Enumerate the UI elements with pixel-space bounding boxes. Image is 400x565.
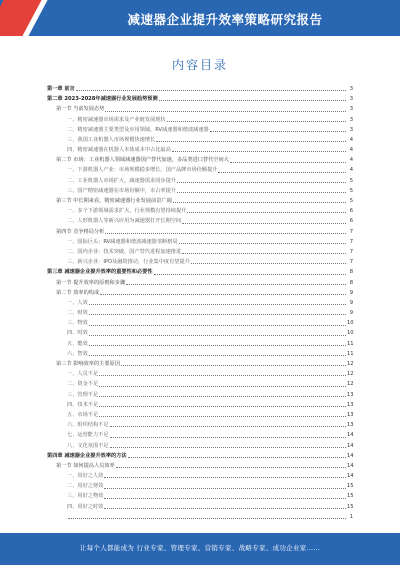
toc-leader-dots bbox=[110, 447, 346, 448]
toc-entry-label: 第二节 效率的构成 bbox=[56, 288, 100, 298]
toc-entry-page: 5 bbox=[349, 198, 353, 205]
toc-entry[interactable] bbox=[47, 237, 353, 247]
toc-entry-label: 二、资金不足 bbox=[67, 379, 99, 389]
toc-entry[interactable] bbox=[47, 349, 353, 359]
report-footer bbox=[0, 533, 400, 565]
toc-entry-label: 五、能效 bbox=[67, 339, 89, 349]
toc-entry-label: 七、运营能力不足 bbox=[67, 430, 110, 440]
toc-leader-dots bbox=[104, 508, 346, 509]
report-title: 减速器企业提升效率策略研究报告 bbox=[127, 12, 323, 27]
toc-entry-label: 第一章 前言 bbox=[47, 84, 76, 94]
toc-entry[interactable] bbox=[47, 471, 353, 481]
toc-leader-dots bbox=[187, 212, 346, 213]
toc-leader-dots bbox=[89, 314, 346, 315]
toc-entry[interactable] bbox=[47, 206, 353, 216]
table-of-contents bbox=[47, 84, 353, 522]
toc-entry-label: 第二章 2023-2028年减速器行业发展趋势预测 bbox=[47, 94, 159, 104]
toc-entry-page: 6 bbox=[349, 218, 353, 225]
toc-entry-page: 10 bbox=[347, 320, 354, 327]
toc-entry-label: 三、物效 bbox=[67, 318, 89, 328]
toc-entry-label: 八、文化氛围不足 bbox=[67, 441, 110, 451]
toc-entry-label: 第四节 竞争格局分析 bbox=[56, 227, 105, 237]
toc-leader-dots bbox=[230, 162, 346, 163]
toc-entry-label: 第三节 影响效率的主要原因 bbox=[56, 359, 121, 369]
toc-entry-page: 3 bbox=[349, 106, 353, 113]
toc-entry-page: 13 bbox=[347, 422, 354, 429]
toc-entry-label: 二、用好之财效 bbox=[67, 481, 104, 491]
footer-slogan: 让每个人都能成为 行业专家、管理专家、营销专家、战略专家、成功企业家…… bbox=[79, 544, 321, 552]
toc-entry-page: 8 bbox=[349, 279, 353, 286]
toc-entry-label: 四、精密减速器在机器人本体成本中占比最高 bbox=[67, 145, 172, 155]
toc-entry-page: 9 bbox=[349, 299, 353, 306]
toc-entry-page: 13 bbox=[347, 411, 354, 418]
toc-entry-label: 六、智效 bbox=[67, 349, 89, 359]
toc-entry-page: 11 bbox=[347, 350, 354, 357]
toc-entry[interactable] bbox=[47, 155, 353, 165]
toc-entry-page: 9 bbox=[349, 310, 353, 317]
toc-leader-dots bbox=[99, 386, 346, 387]
toc-entry-page: 15 bbox=[347, 493, 354, 500]
toc-entry[interactable] bbox=[47, 329, 353, 339]
toc-leader-dots bbox=[182, 253, 346, 254]
toc-leader-dots bbox=[105, 233, 346, 234]
toc-entry-page: 14 bbox=[347, 452, 354, 459]
toc-entry-label: 二、国内企业：技术突破，国产替代进程加速推进 bbox=[67, 247, 182, 257]
toc-entry[interactable] bbox=[47, 247, 353, 257]
toc-entry[interactable] bbox=[47, 481, 353, 491]
toc-leader-dots bbox=[104, 477, 346, 478]
toc-entry-page: 7 bbox=[349, 259, 353, 266]
toc-entry-label: 第一节 提升效率的原则和步骤 bbox=[56, 278, 126, 288]
toc-entry-label: 二、人形机器人等新兴应用为减速器打开长期空间 bbox=[67, 216, 182, 226]
toc-entry-page: 3 bbox=[349, 116, 353, 123]
toc-entry[interactable] bbox=[47, 166, 353, 176]
toc-entry-page: 7 bbox=[349, 238, 353, 245]
toc-entry-page: 7 bbox=[349, 228, 353, 235]
toc-entry[interactable] bbox=[47, 216, 353, 226]
toc-entry-page: 12 bbox=[347, 381, 354, 388]
toc-entry[interactable] bbox=[47, 441, 353, 451]
toc-entry-page: 4 bbox=[349, 167, 353, 174]
toc-entry-page: 13 bbox=[347, 401, 354, 408]
toc-leader-dots bbox=[100, 294, 346, 295]
toc-entry-label: 一、人员不足 bbox=[67, 369, 99, 379]
toc-entry-page: 4 bbox=[349, 136, 353, 143]
toc-entry[interactable] bbox=[47, 502, 353, 512]
toc-entry[interactable] bbox=[47, 135, 353, 145]
toc-entry[interactable] bbox=[47, 104, 353, 114]
toc-entry-page: 3 bbox=[349, 85, 353, 92]
toc-entry-label: 第一节 当前发展态势 bbox=[56, 104, 105, 114]
toc-entry-label: 第三章 减速器企业提升效率的重要性和必要性 bbox=[47, 267, 154, 277]
toc-entry-page: 5 bbox=[349, 187, 353, 194]
toc-leader-dots bbox=[173, 202, 346, 203]
toc-entry-page: 10 bbox=[347, 330, 354, 337]
toc-leader-dots bbox=[89, 345, 346, 346]
toc-entry-page: 15 bbox=[347, 483, 354, 490]
toc-entry[interactable] bbox=[47, 400, 353, 410]
toc-entry-page: 7 bbox=[349, 248, 353, 255]
toc-entry-page: 8 bbox=[349, 269, 353, 276]
toc-entry-page: 1 bbox=[349, 513, 353, 520]
toc-entry-page: 14 bbox=[347, 432, 354, 439]
toc-leader-dots bbox=[210, 131, 346, 132]
toc-entry-page: 4 bbox=[349, 157, 353, 164]
toc-leader-dots bbox=[99, 375, 346, 376]
toc-entry[interactable] bbox=[47, 257, 353, 267]
toc-entry-page: 9 bbox=[349, 289, 353, 296]
toc-leader-dots bbox=[89, 355, 346, 356]
toc-entry-page: 3 bbox=[349, 96, 353, 103]
toc-entry[interactable] bbox=[47, 278, 353, 288]
toc-entry[interactable] bbox=[47, 288, 353, 298]
toc-entry-label: 一、用好之人效 bbox=[67, 471, 104, 481]
toc-entry[interactable] bbox=[47, 176, 353, 186]
toc-leader-dots bbox=[89, 304, 346, 305]
toc-leader-dots bbox=[89, 335, 346, 336]
toc-leader-dots bbox=[156, 141, 346, 142]
toc-leader-dots bbox=[104, 498, 346, 499]
toc-entry[interactable] bbox=[47, 186, 353, 196]
toc-entry-label: 二、财效 bbox=[67, 308, 89, 318]
toc-entry-label: 二、工业机器人市场扩大，减速器需求同步提升 bbox=[67, 176, 177, 186]
toc-entry[interactable] bbox=[47, 461, 353, 471]
toc-entry-page: 4 bbox=[349, 147, 353, 154]
toc-leader-dots bbox=[126, 284, 346, 285]
toc-leader-dots bbox=[177, 182, 346, 183]
toc-entry[interactable] bbox=[47, 145, 353, 155]
toc-entry-label: 三、用好之物效 bbox=[67, 491, 104, 501]
toc-entry-label: 一、多个下游领域需求扩大，行业规模有望持续提升 bbox=[67, 206, 187, 216]
toc-entry[interactable] bbox=[47, 390, 353, 400]
toc-entry[interactable] bbox=[47, 492, 353, 502]
toc-leader-dots bbox=[167, 121, 346, 122]
toc-entry-page: 15 bbox=[347, 503, 354, 510]
toc-leader-dots bbox=[105, 111, 346, 112]
toc-entry[interactable] bbox=[47, 94, 353, 104]
toc-entry[interactable] bbox=[47, 410, 353, 420]
toc-entry-label: 三、管理不足 bbox=[67, 390, 99, 400]
toc-entry[interactable] bbox=[47, 125, 353, 135]
toc-entry-page: 3 bbox=[349, 126, 353, 133]
toc-entry-label: 五、市场不足 bbox=[67, 410, 99, 420]
toc-entry-label: 三、国产精密减速器在市场份额中，市占率提升 bbox=[67, 186, 177, 196]
toc-entry[interactable] bbox=[47, 318, 353, 328]
toc-leader-dots bbox=[121, 365, 346, 366]
toc-entry[interactable] bbox=[47, 196, 353, 206]
toc-leader-dots bbox=[110, 437, 346, 438]
toc-entry-label: 第二节 市场：工业机器人领域减速器国产替代加速，多品类进口替代空间大 bbox=[56, 155, 230, 165]
toc-entry-page: 6 bbox=[349, 208, 353, 215]
toc-entry-page: 12 bbox=[347, 371, 354, 378]
toc-entry-label: 第四章 减速器企业提升效率的方法 bbox=[47, 451, 128, 461]
toc-entry[interactable] bbox=[47, 227, 353, 237]
toc-entry-label: 四、技术不足 bbox=[67, 400, 99, 410]
toc-entry-label: 三、我国工业机器人市场规模快速增长 bbox=[67, 135, 156, 145]
report-header bbox=[0, 0, 400, 36]
toc-entry-page: 12 bbox=[347, 361, 354, 368]
toc-entry[interactable] bbox=[47, 512, 353, 522]
toc-entry-page: 11 bbox=[347, 340, 354, 347]
toc-entry-label: 第一节 如何提高人员效率 bbox=[56, 461, 116, 471]
toc-entry[interactable] bbox=[47, 451, 353, 461]
toc-entry-label: 一、精密减速器市场需求及产业链发展现状 bbox=[67, 115, 167, 125]
toc-leader-dots bbox=[218, 172, 346, 173]
toc-leader-dots bbox=[182, 223, 346, 224]
toc-leader-dots bbox=[159, 100, 346, 101]
toc-entry-page: 5 bbox=[349, 177, 353, 184]
toc-entry-label: 一、人效 bbox=[67, 298, 89, 308]
toc-leader-dots bbox=[172, 151, 346, 152]
toc-leader-dots bbox=[179, 243, 346, 244]
toc-entry[interactable] bbox=[47, 339, 353, 349]
toc-entry-label: 六、组织结构不足 bbox=[67, 420, 110, 430]
toc-entry[interactable] bbox=[47, 115, 353, 125]
toc-entry-label: 四、时效 bbox=[67, 328, 89, 338]
toc-leader-dots bbox=[99, 406, 346, 407]
toc-leader-dots bbox=[191, 263, 346, 264]
toc-entry[interactable] bbox=[47, 84, 353, 94]
toc-leader-dots bbox=[99, 416, 346, 417]
toc-entry[interactable] bbox=[47, 430, 353, 440]
toc-entry-label: 四、用好之时效 bbox=[67, 502, 104, 512]
toc-entry-page: 13 bbox=[347, 391, 354, 398]
toc-entry-page: 14 bbox=[347, 462, 354, 469]
toc-entry-page: 14 bbox=[347, 442, 354, 449]
toc-leader-dots bbox=[110, 426, 346, 427]
toc-entry-label: 二、精密减速器主要类型及应用领域，RV减速器和谐波减速器 bbox=[67, 125, 210, 135]
toc-entry[interactable] bbox=[47, 267, 353, 277]
toc-leader-dots bbox=[104, 488, 346, 489]
toc-entry[interactable] bbox=[47, 420, 353, 430]
toc-leader-dots bbox=[128, 457, 346, 458]
toc-leader-dots bbox=[177, 192, 346, 193]
toc-leader-dots bbox=[116, 467, 346, 468]
toc-entry[interactable] bbox=[47, 359, 353, 369]
toc-entry[interactable] bbox=[47, 369, 353, 379]
toc-entry[interactable] bbox=[47, 298, 353, 308]
toc-entry-label: 一、下游机器人产业：市场规模稳步增长，国产品牌市场份额提升 bbox=[67, 165, 218, 175]
toc-entry-label: 第三节 中长期来看，精密减速器行业发展前景广阔 bbox=[56, 196, 173, 206]
toc-entry-label: 三、新兴企业：IPO及融资推动，行业集中度有望提升 bbox=[67, 257, 191, 267]
toc-leader-dots bbox=[68, 518, 346, 519]
toc-leader-dots bbox=[89, 325, 346, 326]
toc-leader-dots bbox=[99, 396, 346, 397]
toc-heading: 内容目录 bbox=[171, 58, 228, 72]
toc-entry-page: 14 bbox=[347, 473, 354, 480]
toc-leader-dots bbox=[76, 90, 346, 91]
toc-entry-label: 一、国际巨头：RV减速器和谐波减速器垄断格局 bbox=[67, 237, 179, 247]
toc-entry[interactable] bbox=[47, 308, 353, 318]
toc-leader-dots bbox=[154, 274, 346, 275]
toc-entry[interactable] bbox=[47, 379, 353, 389]
